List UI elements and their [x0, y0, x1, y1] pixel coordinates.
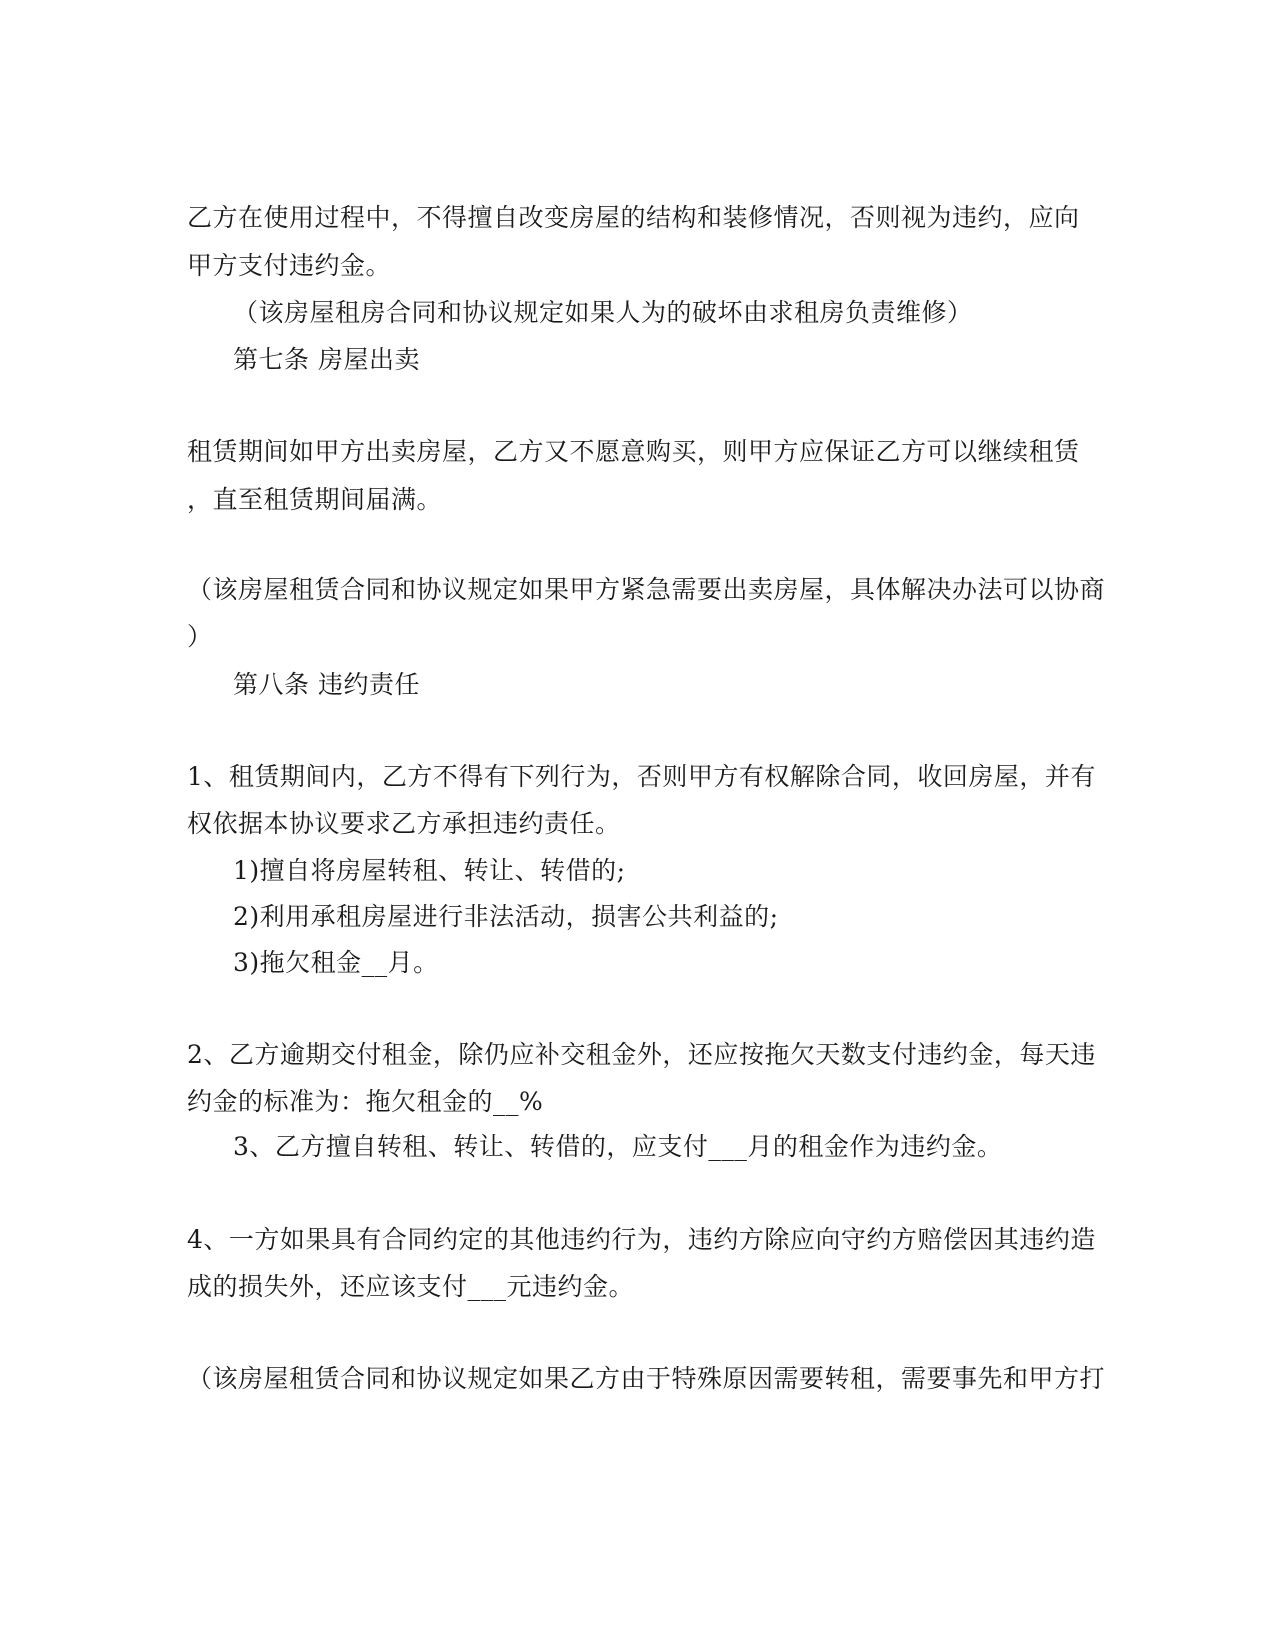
paragraph-line: 2、乙方逾期交付租金，除仍应补交租金外，还应按拖欠天数支付违约金，每天违	[187, 1040, 1096, 1069]
article-heading: 第八条 违约责任	[233, 670, 420, 699]
note-line: ）	[187, 622, 213, 651]
list-item: 3)拖欠租金__月。	[233, 948, 439, 977]
paragraph-line: 权依据本协议要求乙方承担违约责任。	[187, 809, 621, 838]
list-item: 1)擅自将房屋转租、转让、转借的;	[233, 856, 626, 885]
paragraph-line: 租赁期间如甲方出卖房屋，乙方又不愿意购买，则甲方应保证乙方可以继续租赁	[187, 437, 1080, 466]
note-line: （该房屋租赁合同和协议规定如果乙方由于特殊原因需要转租，需要事先和甲方打	[187, 1364, 1106, 1393]
paragraph-line: 4、一方如果具有合同约定的其他违约行为，违约方除应向守约方赔偿因其违约造	[187, 1225, 1096, 1254]
paragraph-line: ，直至租赁期间届满。	[187, 485, 443, 514]
article-heading: 第七条 房屋出卖	[233, 345, 420, 374]
paragraph-line: 3、乙方擅自转租、转让、转借的，应支付___月的租金作为违约金。	[233, 1132, 1003, 1161]
note-line: （该房屋租房合同和协议规定如果人为的破坏由求租房负责维修）	[233, 298, 973, 327]
paragraph-line: 甲方支付违约金。	[187, 251, 392, 280]
paragraph-line: 约金的标准为：拖欠租金的__%	[187, 1087, 544, 1116]
paragraph-line: 乙方在使用过程中，不得擅自改变房屋的结构和装修情况，否则视为违约，应向	[187, 203, 1080, 232]
note-line: （该房屋租赁合同和协议规定如果甲方紧急需要出卖房屋，具体解决办法可以协商	[187, 575, 1106, 604]
list-item: 2)利用承租房屋进行非法活动，损害公共利益的;	[233, 902, 779, 931]
paragraph-line: 成的损失外，还应该支付___元违约金。	[187, 1272, 635, 1301]
paragraph-line: 1、租赁期间内，乙方不得有下列行为，否则甲方有权解除合同，收回房屋，并有	[187, 762, 1096, 791]
